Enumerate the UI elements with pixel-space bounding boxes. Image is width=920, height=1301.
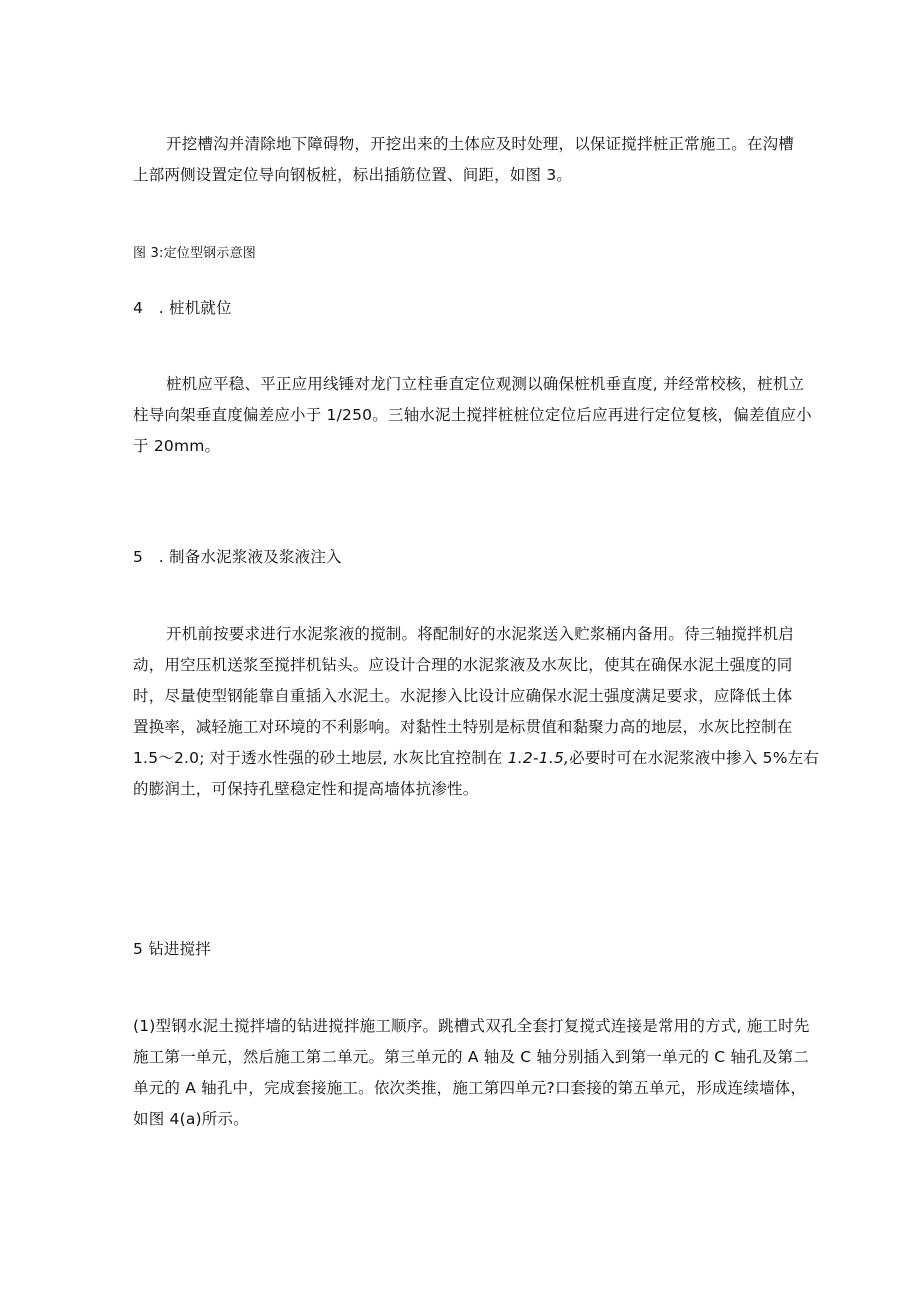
heading-text: 5 . 制备水泥浆液及浆液注入 [133,548,342,566]
paragraph-line: 开机前按要求进行水泥浆液的搅制。将配制好的水泥浆送入贮浆桶内备用。待三轴搅拌机启 [166,625,795,643]
paragraph-line: 于 20mm。 [133,437,221,455]
paragraph-line: 柱导向架垂直度偏差应小于 1/250。三轴水泥土搅拌桩桩位定位后应再进行定位复核，偏差值应小 [133,406,812,424]
heading-text: 4 . 桩机就位 [133,299,232,317]
section-heading-5b [133,937,803,961]
paragraph-line: 如图 4(a)所示。 [133,1110,249,1128]
heading-text: 5 钻进搅拌 [133,940,211,958]
paragraph-line: 桩机应平稳、平正应用线锤对龙门立柱垂直定位观测以确保桩机垂直度, 并经常校核，桩机立 [166,375,805,393]
line-text: 必要时可在水泥浆液中掺入 5%左右 [569,749,820,767]
figure-caption [133,244,803,264]
paragraph-line: 置换率，减轻施工对环境的不利影响。对黏性土特别是标贯值和黏聚力高的地层，水灰比控制在 [133,718,793,736]
paragraph-line: 上部两侧设置定位导向钢板桩，标出插筋位置、间距，如图 3。 [133,166,573,184]
paragraph-line: 单元的 A 轴孔中，完成套接施工。依次类推，施工第四单元?口套接的第五单元，形成连续墙体， [133,1079,807,1097]
line-text: 1.5～2.0; 对于透水性强的砂土地层, 水灰比宜控制在 [133,749,508,767]
figure3-caption: 图 3:定位型钢示意图 [133,246,256,261]
paragraph-line: 开挖槽沟并清除地下障碍物，开挖出来的土体应及时处理，以保证搅拌桩正常施工。在沟槽 [166,135,795,153]
paragraph-trench [133,129,803,191]
section-heading-4 [133,296,803,320]
paragraph-line: 的膨润土，可保持孔壁稳定性和提高墙体抗渗性。 [133,780,479,798]
paragraph-line: 时，尽量使型钢能靠自重插入水泥土。水泥掺入比设计应确保水泥土强度满足要求，应降低土体 [133,687,793,705]
ratio-range: 1.2-1.5, [507,749,570,767]
paragraph-drilling [133,1011,810,1135]
paragraph-line: (1)型钢水泥土搅拌墙的钻进搅拌施工顺序。跳槽式双孔全套打复搅式连接是常用的方式, 施工时先 [133,1017,810,1035]
section-heading-5a [133,545,803,569]
paragraph-line [133,743,820,774]
paragraph-line: 施工第一单元，然后施工第二单元。第三单元的 A 轴及 C 轴分别插入到第一单元的 C 轴孔及第二 [133,1048,809,1066]
paragraph-line: 动，用空压机送浆至搅拌机钻头。应设计合理的水泥浆液及水灰比，使其在确保水泥土强度的同 [133,656,793,674]
paragraph-pile-machine [133,369,812,462]
paragraph-cement-slurry [133,619,820,805]
